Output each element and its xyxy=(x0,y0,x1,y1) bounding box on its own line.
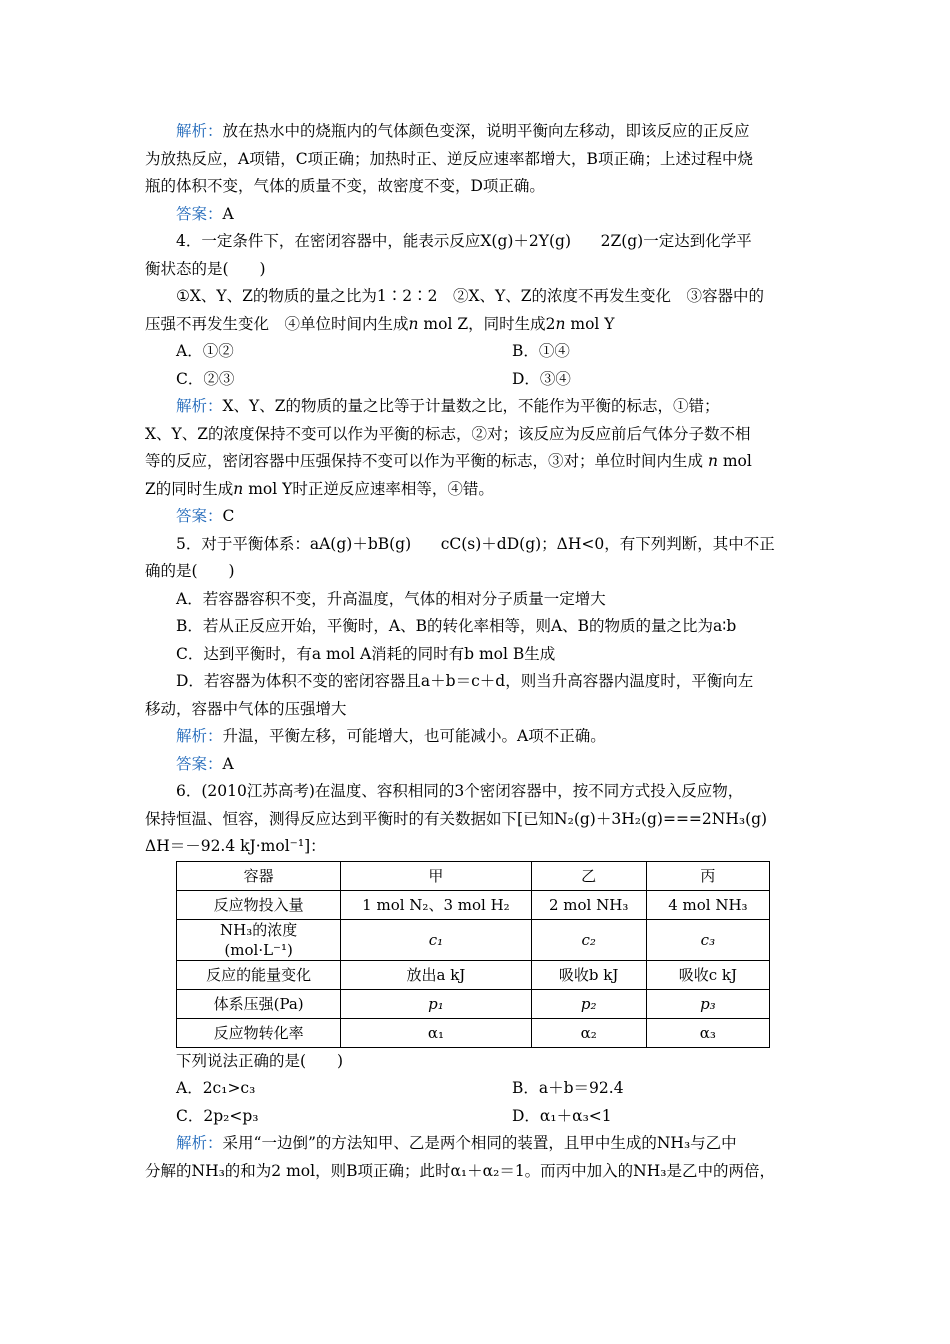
q3-analysis-line-2: 为放热反应，A项错，C项正确；加热时正、逆反应速率都增大，B项正确；上述过程中烧 xyxy=(145,149,753,168)
q6-option-d: D．α₁＋α₃<1 xyxy=(512,1106,612,1125)
table-row: 体系压强(Pa) p₁ p₂ p₃ xyxy=(177,989,770,1018)
q5-option-c: C．达到平衡时，有a mol A消耗的同时有b mol B生成 xyxy=(176,644,556,663)
q4-option-d: D．③④ xyxy=(512,369,571,388)
q6-option-c: C．2p₂<p₃ xyxy=(176,1106,259,1125)
document-page xyxy=(145,118,810,1185)
q3-analysis-line-3: 瓶的体积不变，气体的质量不变，故密度不变，D项正确。 xyxy=(145,177,545,195)
q6-stem-line-2: 保持恒温、恒容，测得反应达到平衡时的有关数据如下[已知N₂(g)＋3H₂(g)===2NH₃(g) xyxy=(145,809,768,828)
equilibrium-data-table xyxy=(176,861,770,1048)
q4-analysis-line-4: Z的同时生成n mol Y时正逆反应速率相等，④错。 xyxy=(145,479,494,498)
q4-answer: 答案：C xyxy=(176,507,235,525)
table-row: 反应的能量变化 放出a kJ 吸收b kJ 吸收c kJ xyxy=(177,960,770,989)
q6-stem-line-3: ΔH＝－92.4 kJ·mol⁻¹]： xyxy=(145,837,326,855)
q4-options-row-2 xyxy=(145,366,810,394)
q6-option-a: A．2c₁>c₃ xyxy=(176,1079,256,1097)
q5-option-d-line-2: 移动，容器中气体的压强增大 xyxy=(145,699,347,718)
q5-analysis: 解析：升温，平衡左移，可能增大，也可能减小。A项不正确。 xyxy=(176,727,606,745)
q4-option-b: B．①④ xyxy=(512,342,570,360)
q4-stem-line-1: 4．一定条件下，在密闭容器中，能表示反应X(g)＋2Y(g) 2Z(g)一定达到化学平 xyxy=(176,232,752,250)
table-row: 反应物转化率 α₁ α₂ α₃ xyxy=(177,1018,770,1047)
q4-option-c: C．②③ xyxy=(176,369,235,388)
q6-analysis-line-2: 分解的NH₃的和为2 mol，则B项正确；此时α₁＋α₂＝1。而丙中加入的NH₃是乙中的两倍， xyxy=(145,1161,775,1180)
table-row: NH₃的浓度 (mol·L⁻¹) c₁ c₂ c₃ xyxy=(177,919,770,960)
q3-answer: 答案：A xyxy=(176,204,234,223)
q4-conditions-line-1: ①X、Y、Z的物质的量之比为1∶2∶2 ②X、Y、Z的浓度不再发生变化 ③容器中的 xyxy=(176,287,765,305)
q3-analysis-line-1: 解析：放在热水中的烧瓶内的气体颜色变深，说明平衡向左移动，即该反应的正反应 xyxy=(176,122,750,140)
q5-stem-line-1: 5．对于平衡体系：aA(g)＋bB(g) cC(s)＋dD(g)；ΔH<0，有下列判断，其中不正 xyxy=(176,534,775,553)
q4-options-row-1 xyxy=(145,338,810,366)
q5-option-b: B．若从正反应开始，平衡时，A、B的转化率相等，则A、B的物质的量之比为a∶b xyxy=(176,617,737,635)
q5-answer: 答案：A xyxy=(176,754,234,773)
table-row: 反应物投入量 1 mol N₂、3 mol H₂ 2 mol NH₃ 4 mol NH₃ xyxy=(177,890,770,919)
q4-conditions-line-2: 压强不再发生变化 ④单位时间内生成n mol Z，同时生成2n mol Y xyxy=(145,314,615,333)
q4-analysis-line-3: 等的反应，密闭容器中压强保持不变可以作为平衡的标志，③对；单位时间内生成 n mol xyxy=(145,452,752,470)
q5-option-a: A．若容器容积不变，升高温度，气体的相对分子质量一定增大 xyxy=(176,589,606,608)
q6-analysis-line-1: 解析：采用“一边倒”的方法知甲、乙是两个相同的装置，且甲中生成的NH₃与乙中 xyxy=(176,1134,737,1152)
q6-prompt: 下列说法正确的是( ) xyxy=(176,1051,344,1070)
q4-stem-line-2: 衡状态的是( ) xyxy=(145,259,266,278)
analysis-label: 解析： xyxy=(176,122,223,140)
q5-stem-line-2: 确的是( ) xyxy=(145,562,235,580)
q6-options-row-1 xyxy=(145,1075,810,1103)
q4-option-a: A．①② xyxy=(176,342,234,360)
q4-analysis-line-1: 解析：X、Y、Z的物质的量之比等于计量数之比，不能作为平衡的标志，①错； xyxy=(176,397,720,415)
q6-option-b: B．a＋b＝92.4 xyxy=(512,1079,624,1097)
table-header-row: 容器 甲 乙 丙 xyxy=(177,861,770,890)
q4-analysis-line-2: X、Y、Z的浓度保持不变可以作为平衡的标志，②对；该反应为反应前后气体分子数不相 xyxy=(145,424,751,443)
q5-option-d-line-1: D．若容器为体积不变的密闭容器且a＋b＝c＋d，则当升高容器内温度时，平衡向左 xyxy=(176,672,754,690)
q6-options-row-2 xyxy=(145,1103,810,1131)
q6-stem-line-1: 6．(2010江苏高考)在温度、容积相同的3个密闭容器中，按不同方式投入反应物， xyxy=(176,782,744,800)
